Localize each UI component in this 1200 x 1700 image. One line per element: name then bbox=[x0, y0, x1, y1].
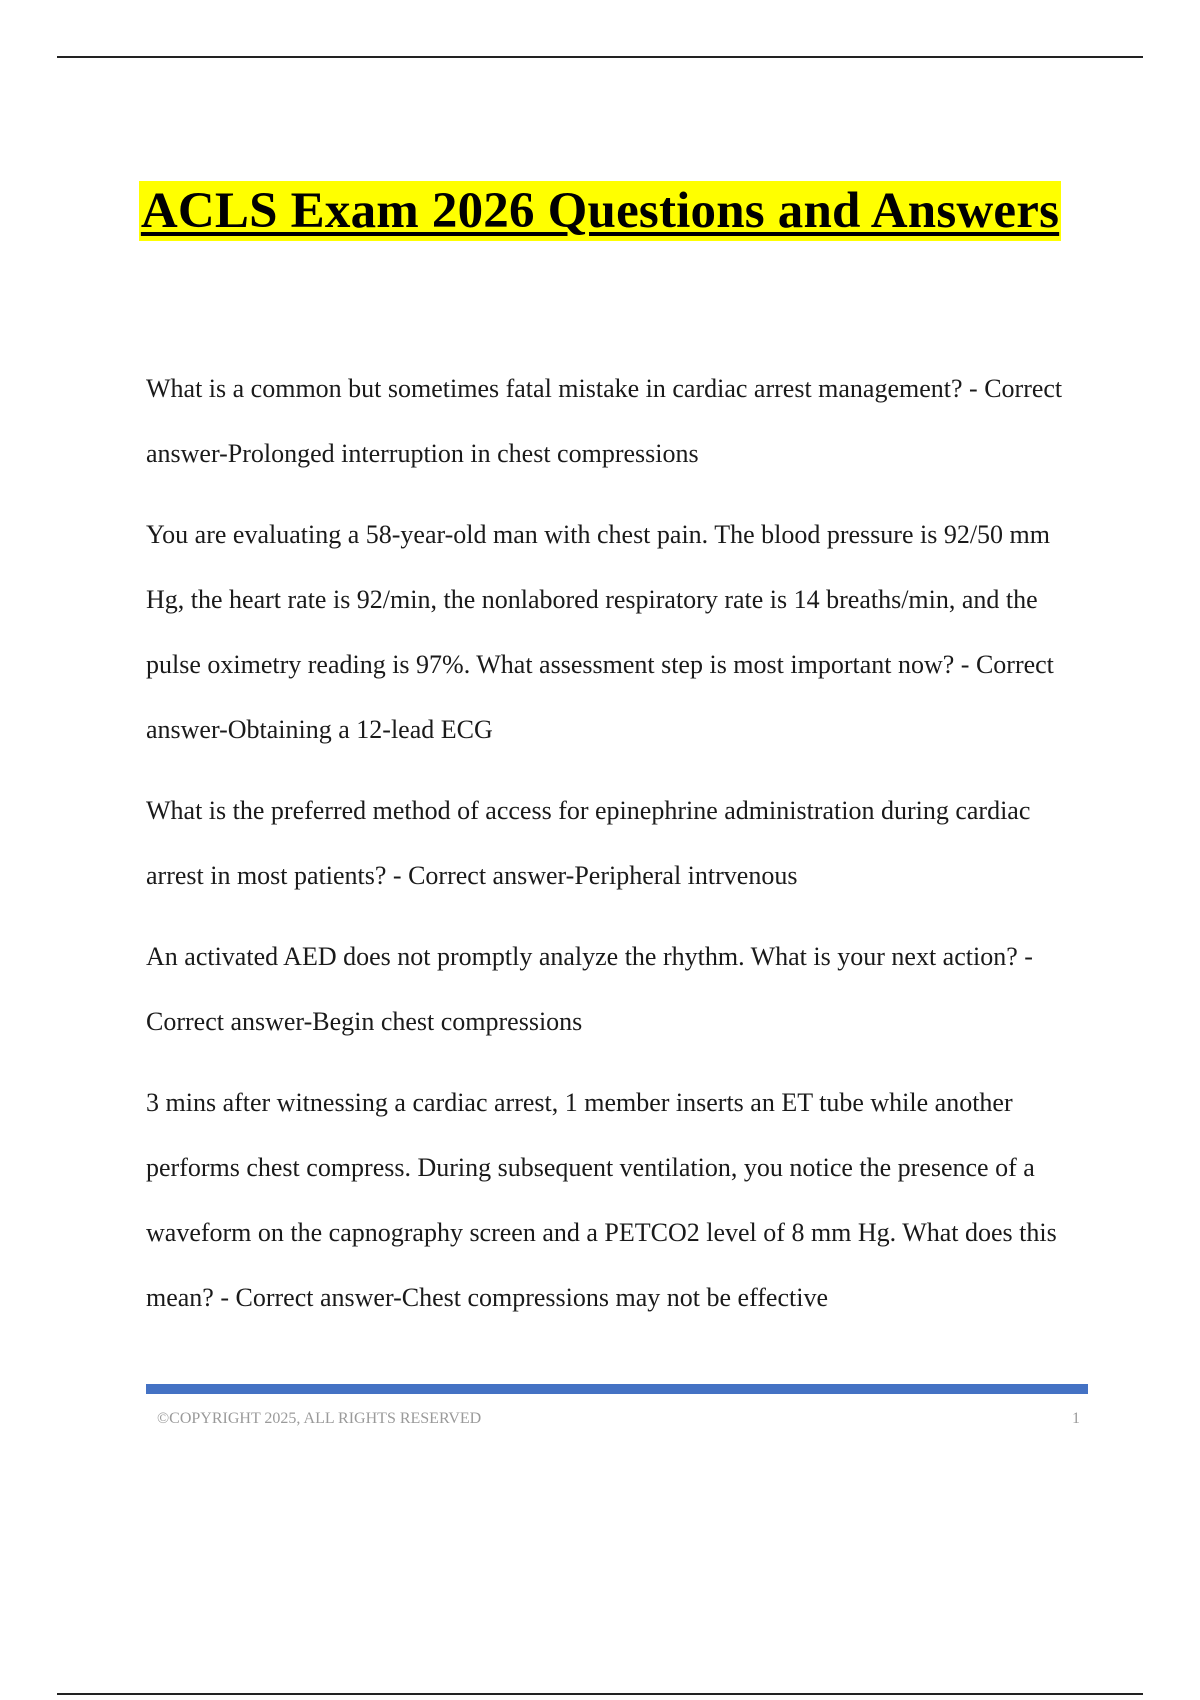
qa-item: You are evaluating a 58-year-old man with chest pain. The blood pressure is 92/50 mm Hg, the heart rate is 92/min, the nonlabored respiratory rate is 14 breaths/min, and the pulse oximetry reading is 97%. What assessment step is most important now? - Correct answer-Obtaining a 12-lead ECG bbox=[146, 520, 1054, 744]
title-container bbox=[0, 181, 1200, 241]
qa-list bbox=[146, 356, 1092, 1346]
qa-item: 3 mins after witnessing a cardiac arrest, 1 member inserts an ET tube while another performs chest compress. During subsequent ventilation, you notice the presence of a waveform on the capnography screen and a PETCO2 level of 8 mm Hg. What does this mean? - Correct answer-Chest compressions may not be effective bbox=[146, 1088, 1057, 1312]
footer-copyright: ©COPYRIGHT 2025, ALL RIGHTS RESERVED bbox=[157, 1410, 482, 1427]
footer-bar bbox=[146, 1384, 1088, 1394]
header-rule bbox=[57, 56, 1143, 58]
bottom-rule bbox=[57, 1693, 1143, 1695]
qa-item: What is a common but sometimes fatal mistake in cardiac arrest management? - Correct answer-Prolonged interruption in chest compressions bbox=[146, 374, 1063, 468]
document-title: ACLS Exam 2026 Questions and Answers bbox=[140, 183, 1060, 239]
page-number: 1 bbox=[1072, 1410, 1080, 1427]
qa-item: What is the preferred method of access for epinephrine administration during cardiac arrest in most patients? - Correct answer-Peripheral intrvenous bbox=[146, 796, 1031, 890]
qa-item: An activated AED does not promptly analyze the rhythm. What is your next action? - Correct answer-Begin chest compressions bbox=[146, 942, 1033, 1036]
